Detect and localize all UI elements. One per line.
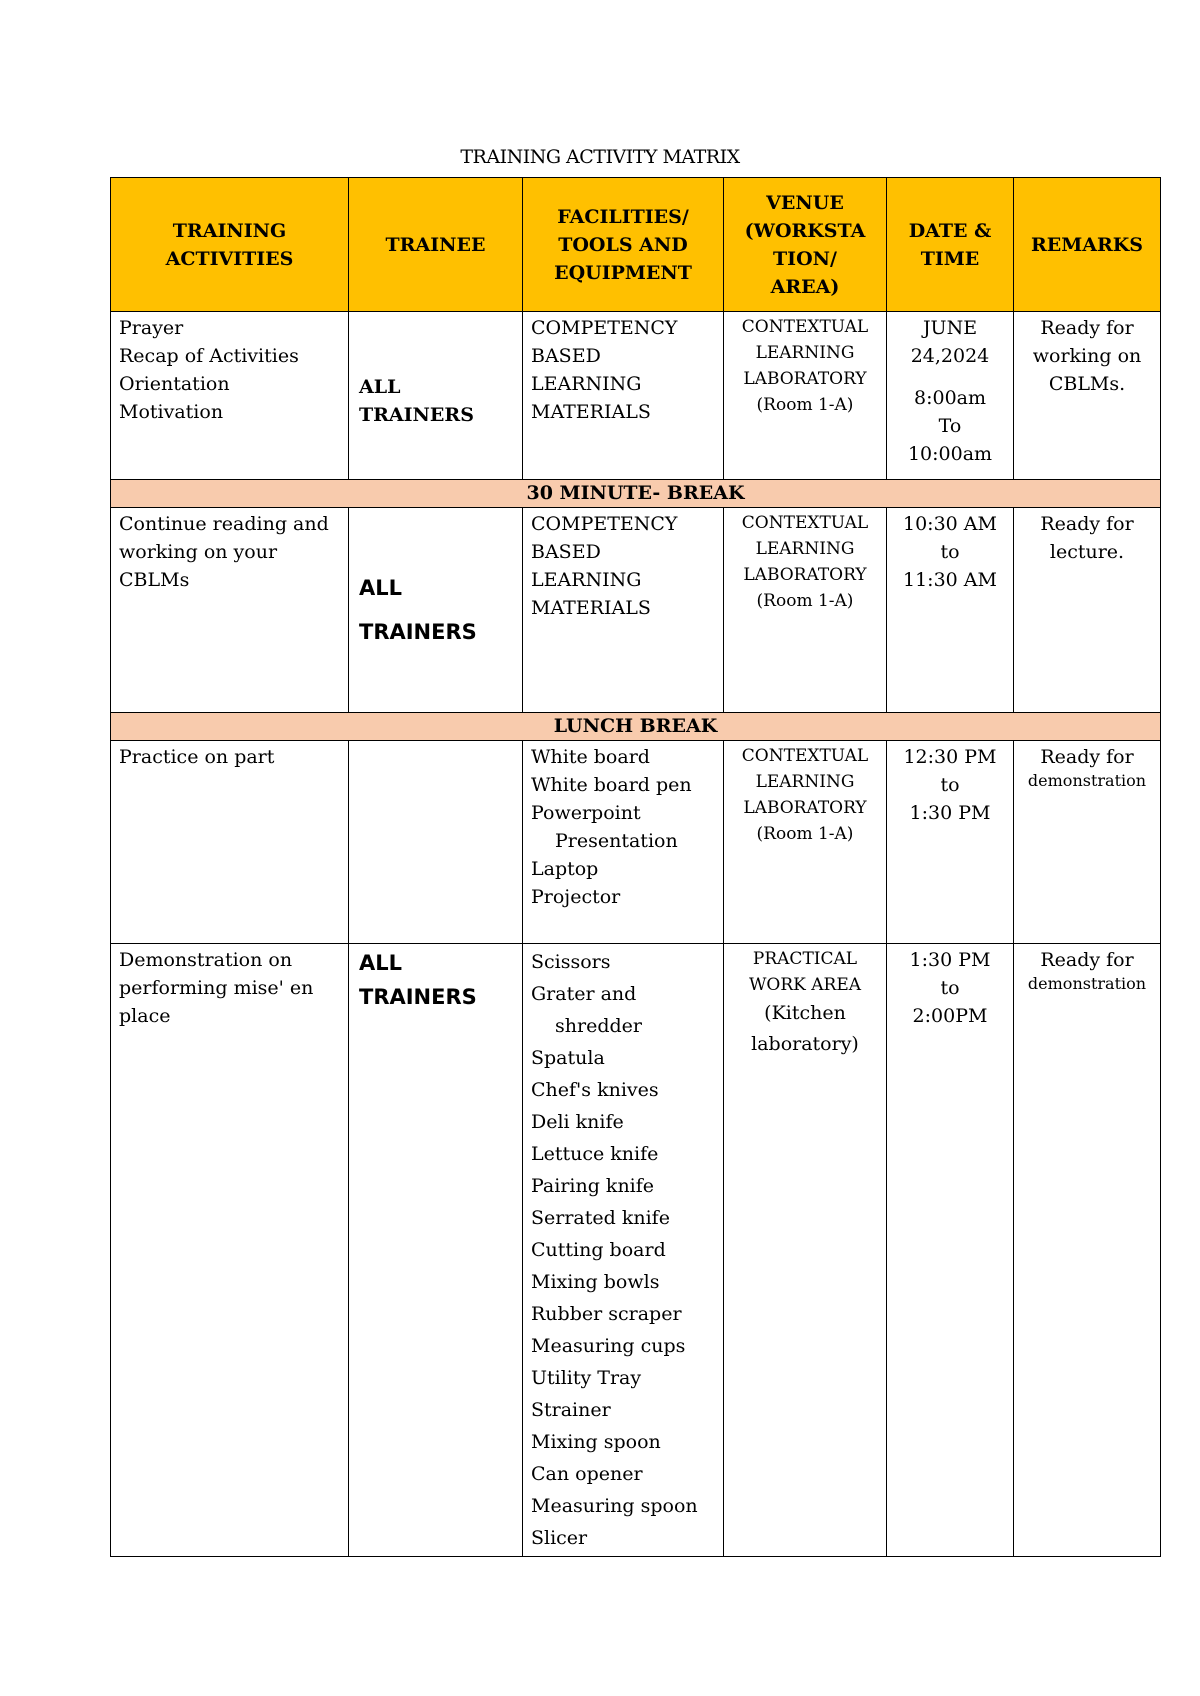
header-facilities: FACILITIES/ TOOLS AND EQUIPMENT [523, 178, 724, 312]
facility-item: Spatula [531, 1047, 605, 1069]
time-start: 10:30 AM [903, 513, 997, 535]
venue-line: laboratory) [751, 1033, 859, 1055]
facility-item: Grater and [531, 983, 637, 1005]
venue-line: LABORATORY [743, 369, 867, 389]
facility-item: Rubber scraper [531, 1303, 682, 1325]
trainee-cell [349, 741, 523, 944]
remarks-line: demonstration [1027, 974, 1147, 993]
header-venue: VENUE (WORKSTA TION/ AREA) [724, 178, 887, 312]
facility-item: Lettuce knife [531, 1143, 659, 1165]
time-start: 8:00am [913, 387, 986, 409]
remarks-line: Ready for [1040, 746, 1134, 768]
activities-cell: Practice on part [111, 741, 349, 944]
activity-item: Prayer [119, 317, 184, 339]
header-date-time: DATE & TIME [887, 178, 1014, 312]
venue-line: LABORATORY [743, 798, 867, 818]
remarks-line: demonstration [1027, 771, 1147, 790]
activities-cell: Demonstration on performing mise' en place [111, 944, 349, 1557]
facility-item: Scissors [531, 951, 611, 973]
trainee-value: TRAINERS [359, 620, 477, 644]
venue-cell [724, 508, 887, 713]
facility-item: MATERIALS [531, 401, 651, 423]
facilities-cell [523, 312, 724, 480]
venue-line: LEARNING [755, 772, 855, 792]
date-time-cell [887, 741, 1014, 944]
venue-line: (Room 1-A) [756, 824, 854, 844]
page-title: TRAINING ACTIVITY MATRIX [460, 146, 740, 168]
break-row [111, 480, 1161, 508]
date-time-cell [887, 508, 1014, 713]
facility-item: Utility Tray [531, 1367, 642, 1389]
trainee-value: ALL TRAINERS [359, 375, 474, 426]
facility-item: Measuring spoon [531, 1495, 698, 1517]
table-header-row [111, 178, 1161, 312]
facility-item: BASED [531, 541, 601, 563]
activity-item: Recap of Activities [119, 345, 299, 367]
table-row [111, 944, 1161, 1557]
facility-item: LEARNING [531, 373, 642, 395]
facility-item: Serrated knife [531, 1207, 670, 1229]
time-separator: to [940, 541, 960, 563]
facility-item: Laptop [531, 858, 599, 880]
break-row [111, 713, 1161, 741]
venue-line: LEARNING [755, 539, 855, 559]
remarks-cell: Ready for lecture. [1014, 508, 1161, 713]
time-start: 1:30 PM [909, 949, 991, 971]
facility-item: LEARNING [531, 569, 642, 591]
facility-item: shredder [555, 1015, 642, 1037]
venue-line: LABORATORY [743, 565, 867, 585]
activities-cell [111, 312, 349, 480]
facility-item: Mixing spoon [531, 1431, 661, 1453]
break-label: 30 MINUTE- BREAK [111, 480, 1161, 508]
facilities-cell [523, 944, 724, 1557]
header-training-activities: TRAINING ACTIVITIES [111, 178, 349, 312]
trainee-cell [349, 312, 523, 480]
trainee-value: TRAINERS [359, 985, 477, 1009]
remarks-line: Ready for [1040, 949, 1134, 971]
header-trainee: TRAINEE [349, 178, 523, 312]
time-end: 11:30 AM [903, 569, 997, 591]
facility-item: Slicer [531, 1527, 588, 1549]
table-row [111, 508, 1161, 713]
venue-line: LEARNING [755, 343, 855, 363]
facility-item: White board [531, 746, 650, 768]
table-row [111, 741, 1161, 944]
facility-item: Chef's knives [531, 1079, 659, 1101]
time-end: 2:00PM [912, 1005, 988, 1027]
facility-item: Presentation [555, 830, 678, 852]
facility-item: White board pen [531, 774, 692, 796]
trainee-cell [349, 944, 523, 1557]
date-time-cell [887, 944, 1014, 1557]
activity-item: Motivation [119, 401, 224, 423]
venue-line: WORK AREA [748, 975, 862, 995]
remarks-cell: Ready for working on CBLMs. [1014, 312, 1161, 480]
venue-line: CONTEXTUAL [741, 317, 869, 337]
training-matrix-table [110, 177, 1161, 1557]
facility-item: Can opener [531, 1463, 643, 1485]
time-end: 10:00am [907, 443, 993, 465]
remarks-cell [1014, 741, 1161, 944]
time-separator: To [938, 415, 962, 437]
facility-item: COMPETENCY [531, 317, 678, 339]
venue-line: (Kitchen [764, 1002, 846, 1024]
date-value: JUNE 24,2024 [910, 317, 990, 367]
facilities-cell [523, 508, 724, 713]
facility-item: Strainer [531, 1399, 611, 1421]
facility-item: MATERIALS [531, 597, 651, 619]
venue-line: CONTEXTUAL [741, 746, 869, 766]
time-separator: to [940, 774, 960, 796]
facility-item: Measuring cups [531, 1335, 686, 1357]
venue-line: (Room 1-A) [756, 591, 854, 611]
facility-item: Deli knife [531, 1111, 624, 1133]
venue-cell [724, 944, 887, 1557]
facility-item: Mixing bowls [531, 1271, 660, 1293]
table-row [111, 312, 1161, 480]
facility-item: BASED [531, 345, 601, 367]
venue-line: (Room 1-A) [756, 395, 854, 415]
venue-line: PRACTICAL [752, 949, 858, 969]
time-end: 1:30 PM [909, 802, 991, 824]
activity-item: Orientation [119, 373, 230, 395]
header-remarks: REMARKS [1014, 178, 1161, 312]
trainee-value: ALL [359, 951, 403, 975]
break-label: LUNCH BREAK [111, 713, 1161, 741]
facility-item: Pairing knife [531, 1175, 655, 1197]
facility-item: Powerpoint [531, 802, 641, 824]
activities-cell: Continue reading and working on your CBLMs [111, 508, 349, 713]
facilities-cell [523, 741, 724, 944]
time-separator: to [940, 977, 960, 999]
facility-item: Projector [531, 886, 621, 908]
facility-item: Cutting board [531, 1239, 666, 1261]
venue-cell [724, 741, 887, 944]
facility-item: COMPETENCY [531, 513, 678, 535]
remarks-cell [1014, 944, 1161, 1557]
date-time-cell [887, 312, 1014, 480]
trainee-cell [349, 508, 523, 713]
venue-cell [724, 312, 887, 480]
time-start: 12:30 PM [903, 746, 997, 768]
trainee-value: ALL [359, 576, 403, 600]
venue-line: CONTEXTUAL [741, 513, 869, 533]
